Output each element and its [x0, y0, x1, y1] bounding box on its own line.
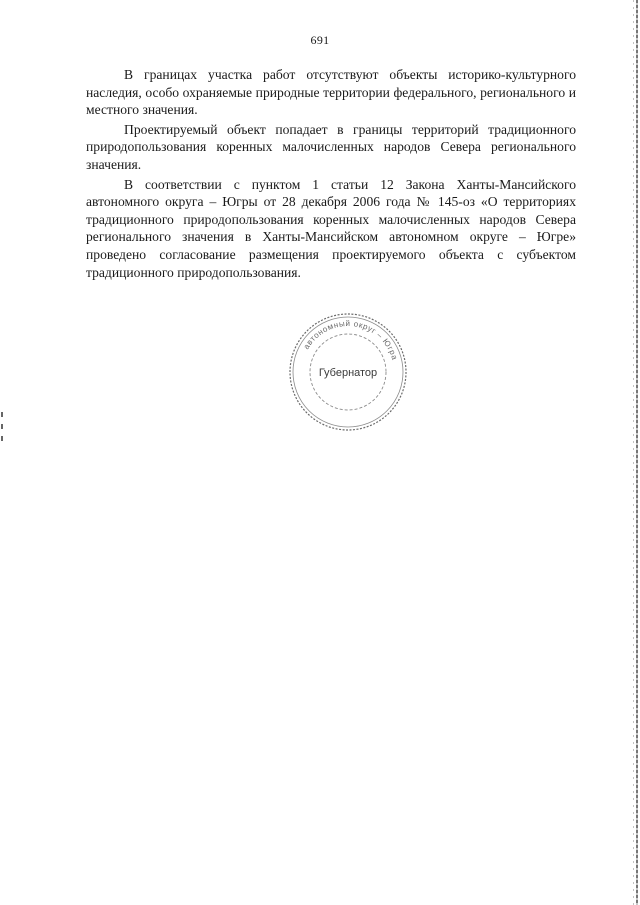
seal-ring-text: автономный округ – Югра	[301, 318, 400, 362]
governor-seal	[286, 310, 410, 434]
paragraph-law: В соответствии с пунктом 1 статьи 12 Закона Ханты-Мансийского автономного округа – Югры от 28 декабря 2006 года № 145-оз «О территориях традиционного природопользования коренных малочисленных народов Севера регионального значения в Ханты-Мансийском автономном округе – Югре» проведено согласование размещения проектируемого объекта с субъектом традиционного природопользования.	[86, 176, 576, 280]
paragraph-territory: Проектируемый объект попадает в границы территорий традиционного природопользования коренных малочисленных народов Севера регионального значения.	[86, 121, 576, 172]
seal-graphic	[286, 310, 410, 434]
scan-edge-mark	[1, 424, 3, 429]
page-number: 691	[310, 33, 330, 47]
scan-edge-mark	[1, 412, 3, 417]
seal-center-text: Губернатор	[318, 367, 378, 379]
document-body	[86, 66, 576, 283]
paragraph-heritage: В границах участка работ отсутствуют объекты историко-культурного наследия, особо охраняемые природные территории федерального, регионального и местного значения.	[86, 67, 576, 118]
scan-edge-right	[636, 0, 638, 905]
scan-edge-mark	[1, 436, 3, 441]
scan-edge-right-inner	[633, 0, 634, 905]
